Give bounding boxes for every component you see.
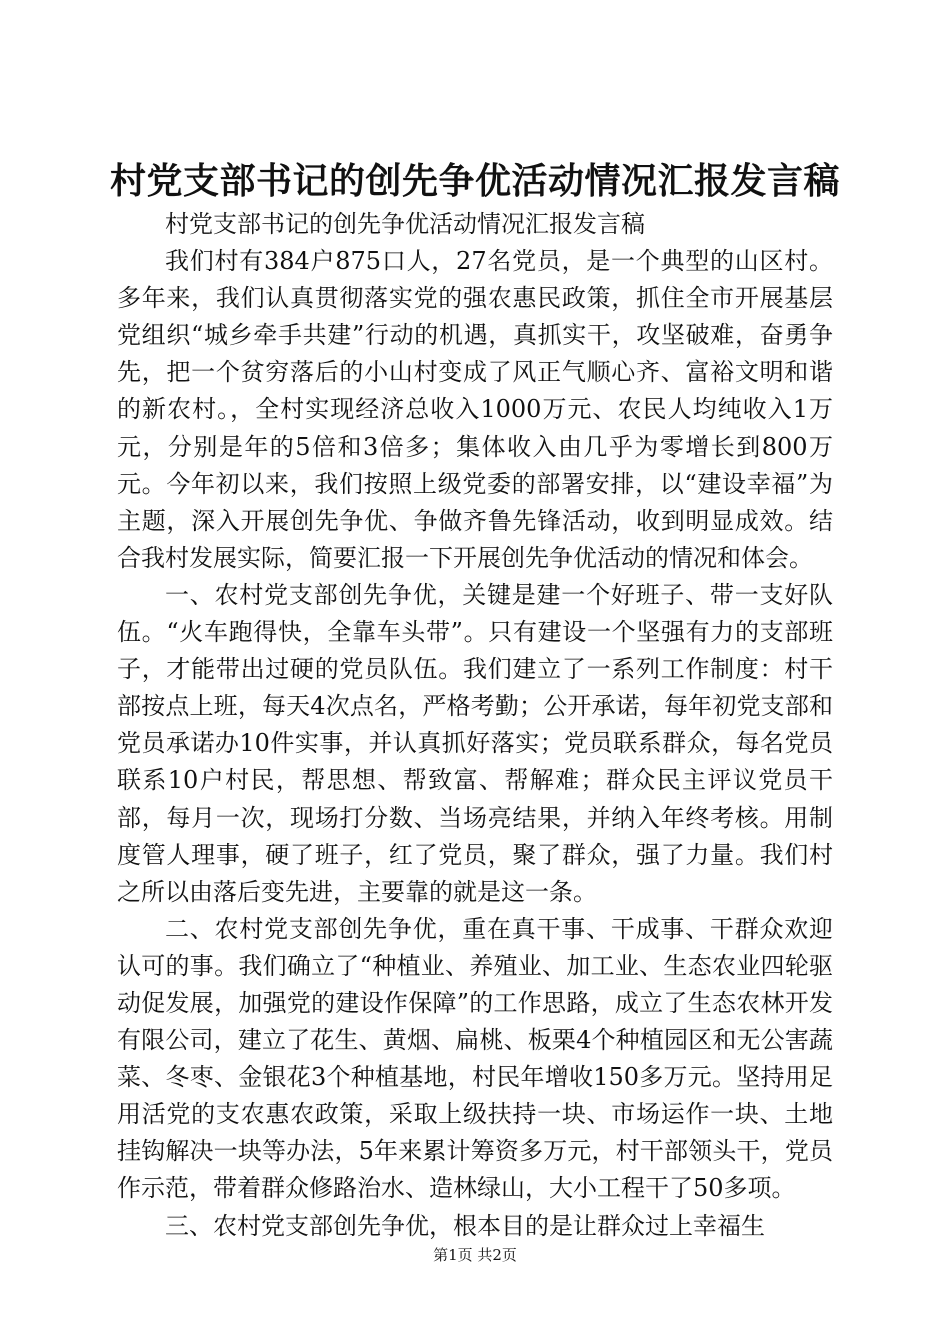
document-body (117, 206, 833, 1245)
intro-paragraph: 我们村有384户875口人，27名党员，是一个典型的山区村。多年来，我们认真贯彻落实党的强农惠民政策，抓住全市开展基层党组织“城乡牵手共建”行动的机遇，真抓实干，攻坚破难，奋勇争先，把一个贫穷落后的小山村变成了风正气顺心齐、富裕文明和谐的新农村。，全村实现经济总收入1000万元、农民人均纯收入1万元，分别是年的5倍和3倍多；集体收入由几乎为零增长到800万元。今年初以来，我们按照上级党委的部署安排，以“建设幸福”为主题，深入开展创先争优、争做齐鲁先锋活动，收到明显成效。结合我村发展实际，简要汇报一下开展创先争优活动的情况和体会。 (117, 247, 833, 572)
section-three-paragraph: 三、农村党支部创先争优，根本目的是让群众过上幸福生 (165, 1211, 765, 1240)
document-title: 村党支部书记的创先争优活动情况汇报发言稿 (109, 161, 840, 202)
subtitle-paragraph: 村党支部书记的创先争优活动情况汇报发言稿 (165, 210, 645, 238)
section-one-paragraph: 一、农村党支部创先争优，关键是建一个好班子、带一支好队伍。“火车跑得快，全靠车头带”。只有建设一个坚强有力的支部班子，才能带出过硬的党员队伍。我们建立了一系列工作制度：村干部按点上班，每天4次点名，严格考勤；公开承诺，每年初党支部和党员承诺办10件实事，并认真抓好落实；党员联系群众，每名党员联系10户村民，帮思想、帮致富、帮解难；群众民主评议党员干部，每月一次，现场打分数、当场亮结果，并纳入年终考核。用制度管人理事，硬了班子，红了党员，聚了群众，强了力量。我们村之所以由落后变先进，主要靠的就是这一条。 (117, 580, 833, 906)
section-two-paragraph: 二、农村党支部创先争优，重在真干事、干成事、干群众欢迎认可的事。我们确立了“种植业、养殖业、加工业、生态农业四轮驱动促发展，加强党的建设作保障”的工作思路，成立了生态农林开发有限公司，建立了花生、黄烟、扁桃、板栗4个种植园区和无公害蔬菜、冬枣、金银花3个种植基地，村民年增收150多万元。坚持用足用活党的支农惠农政策，采取上级扶持一块、市场运作一块、土地挂钩解决一块等办法，5年来累计筹资多万元，村干部领头干，党员作示范，带着群众修路治水、造林绿山，大小工程干了50多项。 (117, 914, 833, 1203)
page-number-footer: 第1页 共2页 (433, 1246, 517, 1264)
